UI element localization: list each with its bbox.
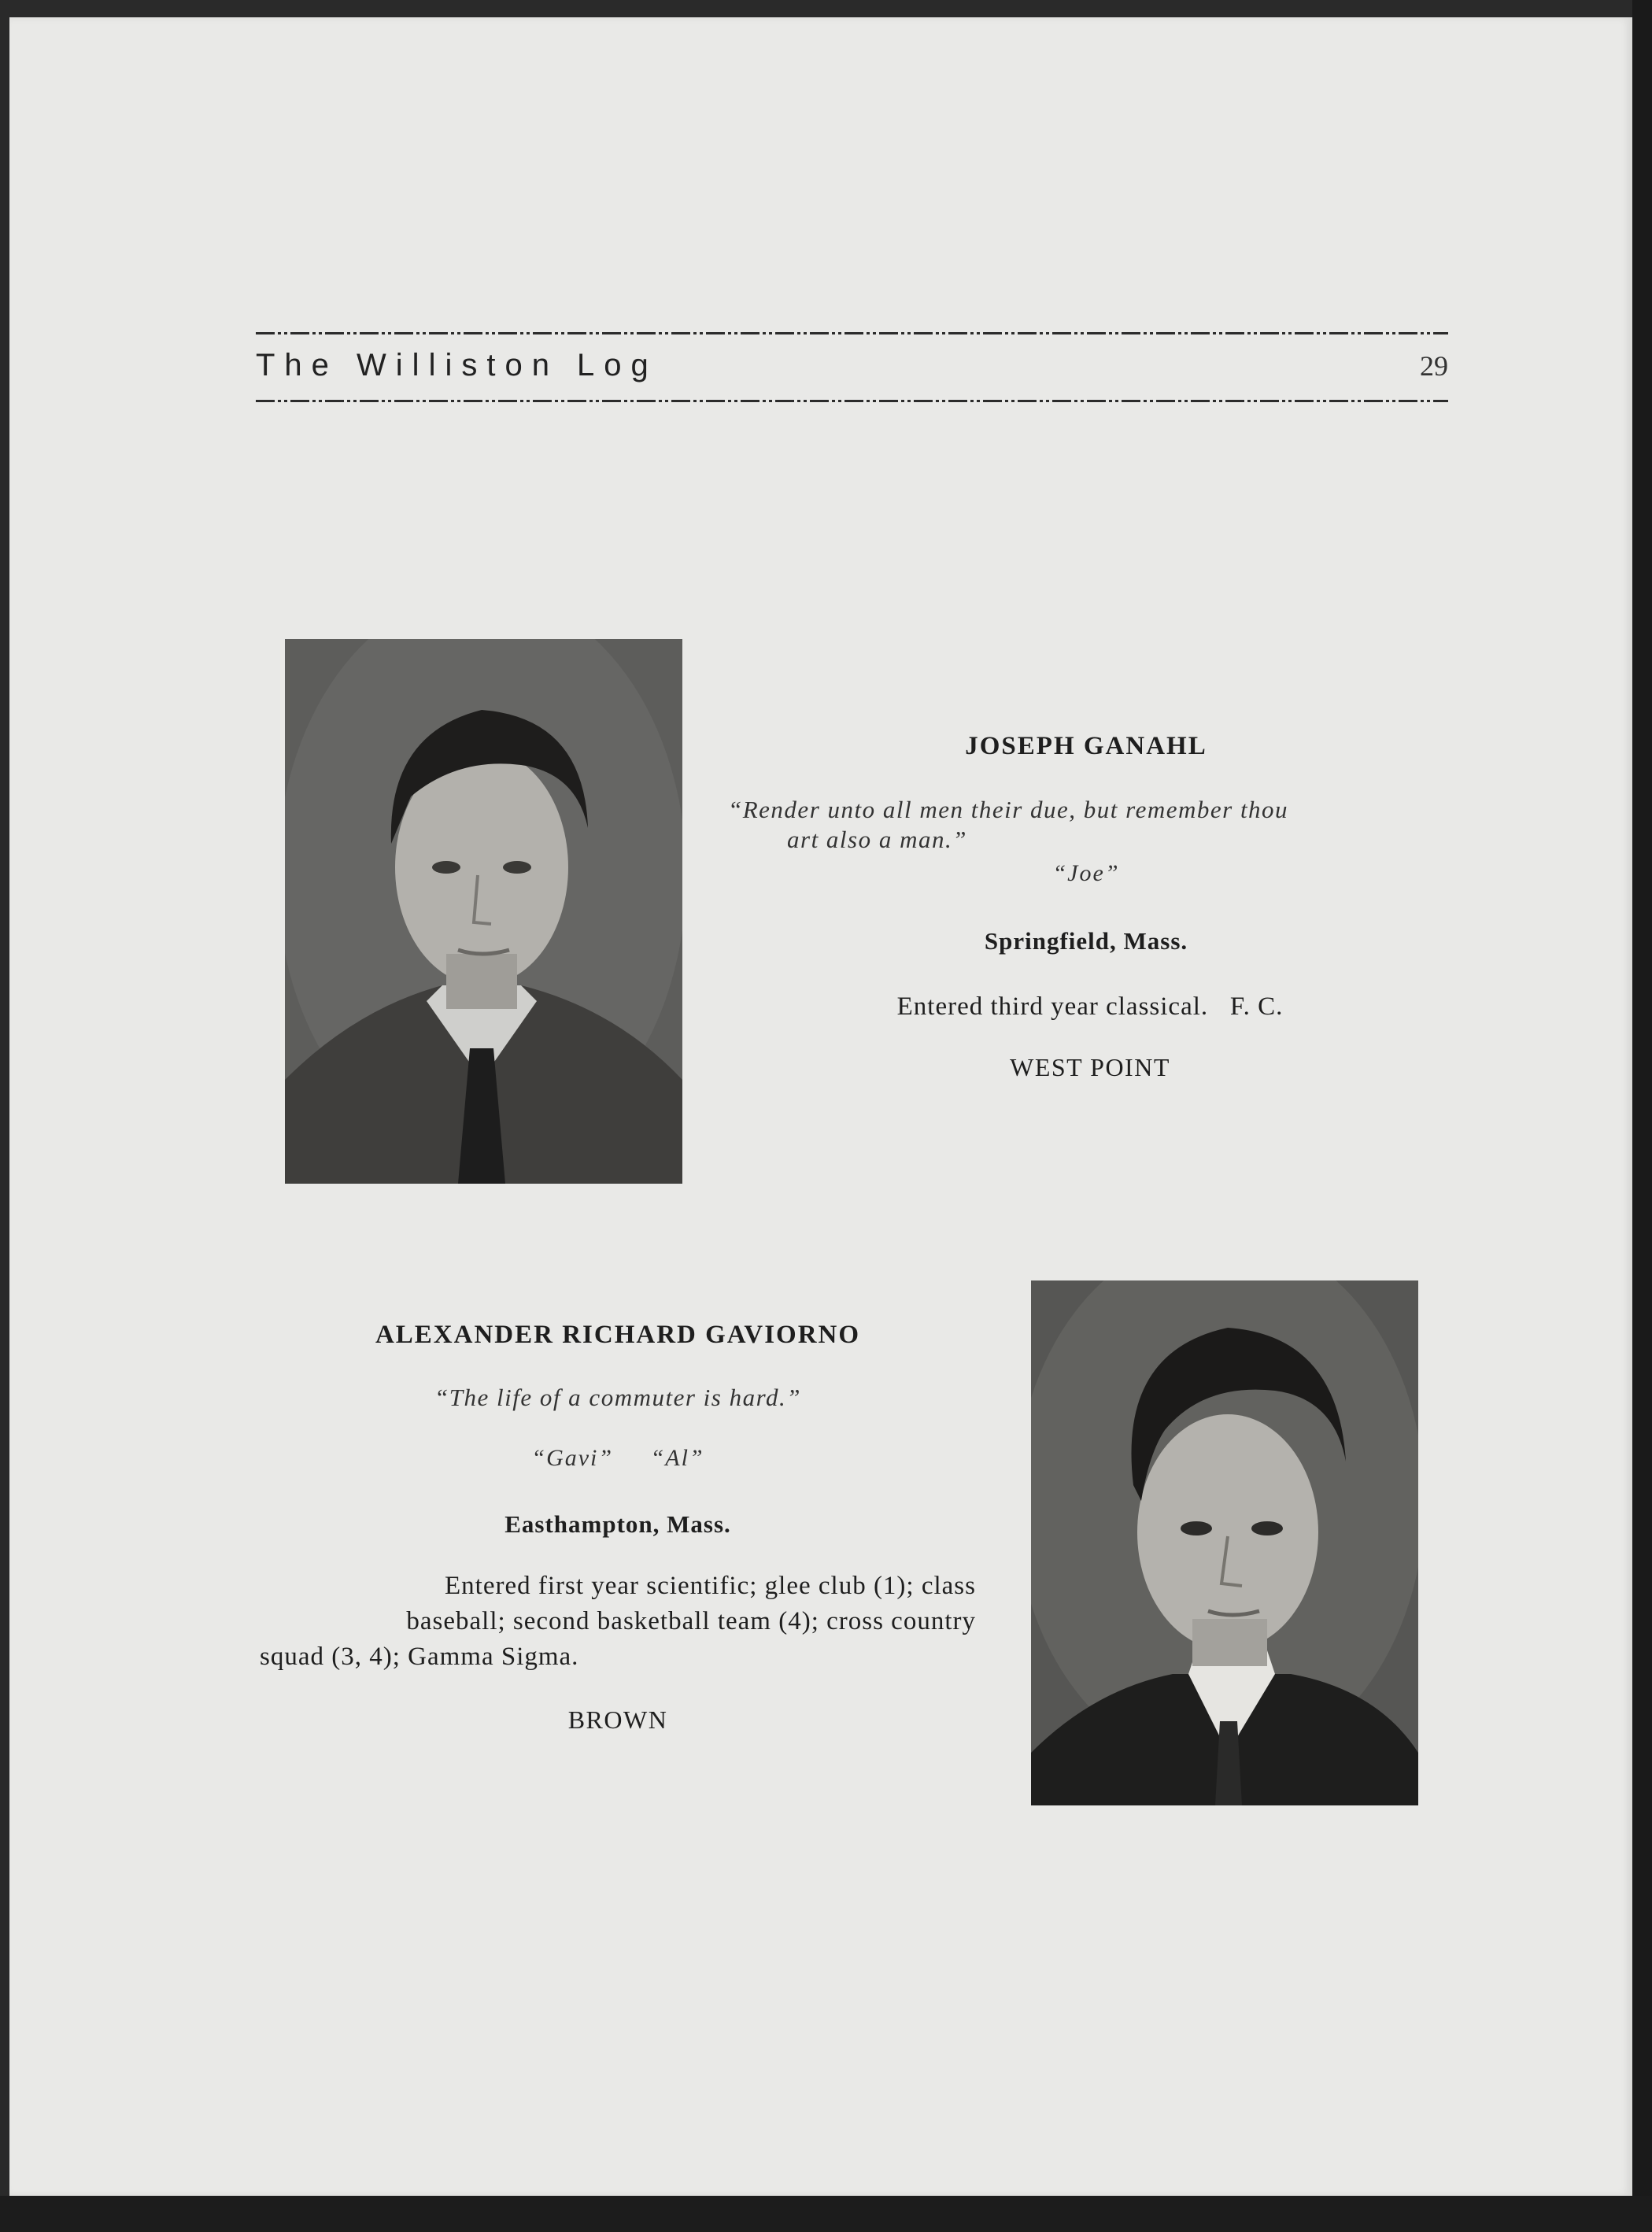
portrait-photo-joseph-ganahl [285, 639, 682, 1184]
student-quote-line-2: art also a man.” [787, 826, 967, 853]
student-quote-line-1: “Render unto all men their due, but remember thou [728, 796, 1289, 823]
header-top-rule [256, 331, 1448, 337]
scan-bottom-edge [0, 2196, 1652, 2232]
student-hometown: Easthampton, Mass. [504, 1510, 731, 1538]
student-nickname: “Gavi” “Al” [531, 1445, 704, 1471]
page-edge-shadow [1632, 0, 1652, 2232]
student-college: BROWN [567, 1705, 668, 1734]
student-name: ALEXANDER RICHARD GAVIORNO [375, 1321, 861, 1349]
entry-joseph-ganahl [724, 732, 1448, 761]
header-bottom-rule [256, 398, 1448, 405]
student-description-line-2: baseball; second basketball team (4); cross country [406, 1607, 976, 1635]
student-quote: “The life of a commuter is hard.” [434, 1384, 801, 1411]
student-nickname: “Joe” [1052, 860, 1120, 886]
yearbook-page [9, 17, 1632, 2196]
student-description: Entered third year classical. F. C. [896, 992, 1284, 1021]
student-college: WEST POINT [1010, 1053, 1170, 1081]
portrait-photo-alexander-gaviorno [1031, 1280, 1418, 1805]
student-name: JOSEPH GANAHL [965, 732, 1207, 760]
running-header-title: The Williston Log [256, 348, 658, 382]
page-number: 29 [1420, 350, 1448, 382]
student-description-line-3: squad (3, 4); Gamma Sigma. [260, 1643, 579, 1671]
student-hometown: Springfield, Mass. [984, 927, 1188, 955]
student-description-line-1: Entered first year scientific; glee club (1); class [445, 1572, 976, 1600]
